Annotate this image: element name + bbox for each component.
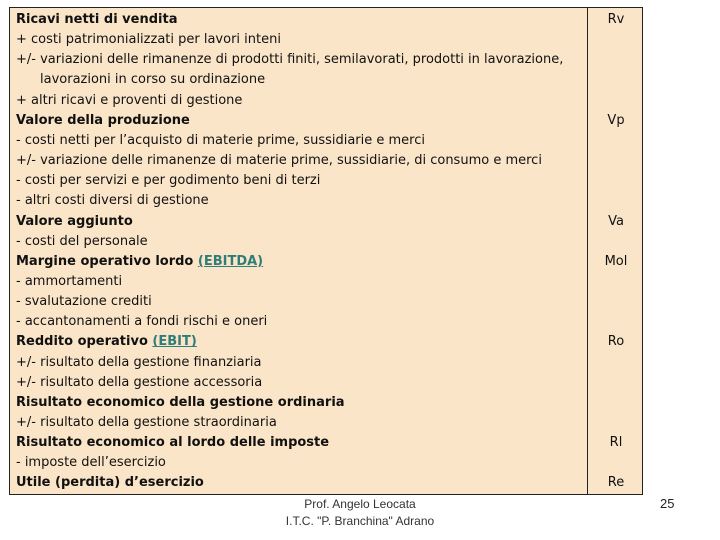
- statement-line-text: + altri ricavi e proventi di gestione: [16, 92, 243, 108]
- statement-line-text: Risultato economico al lordo delle imposte: [16, 435, 330, 451]
- abbreviation-label: Vp: [607, 112, 625, 128]
- abbreviation-label: Re: [607, 475, 625, 491]
- statement-line: [16, 415, 277, 431]
- statement-line-text: Ricavi netti di vendita: [16, 12, 178, 27]
- statement-line: [16, 32, 281, 48]
- statement-line: [16, 274, 122, 290]
- statement-line: [16, 153, 542, 169]
- statement-line-text: +/- variazioni delle rimanenze di prodotti finiti, semilavorati, prodotti in lavorazione,: [16, 52, 564, 68]
- statement-line: [16, 12, 177, 28]
- statement-line-text: +/- risultato della gestione finanziaria: [16, 354, 262, 370]
- statement-line: [16, 254, 263, 270]
- abbreviation-label: Ro: [607, 334, 625, 350]
- abbreviation-label: Va: [608, 213, 624, 229]
- statement-line: [16, 93, 242, 109]
- statement-line-text: +/- variazione delle rimanenze di materie prime, sussidiarie, di consumo e merci: [16, 153, 542, 169]
- statement-line: [16, 193, 209, 209]
- statement-line-text: - accantonamenti a fondi rischi e oneri: [16, 314, 268, 330]
- abbreviation-label: Rv: [607, 12, 625, 27]
- statement-line-text: Utile (perdita) d’esercizio: [16, 475, 204, 491]
- statement-line: [16, 133, 425, 149]
- statement-line: [16, 294, 152, 310]
- abbreviation-label: Mol: [604, 253, 628, 269]
- statement-line: [16, 435, 329, 451]
- page-number: 25: [660, 496, 675, 511]
- income-statement-box: [9, 7, 643, 495]
- statement-line: [40, 72, 265, 88]
- statement-line-text: Risultato economico della gestione ordinaria: [16, 394, 345, 410]
- statement-line: [16, 395, 345, 411]
- statement-line: [16, 214, 133, 230]
- statement-line: [16, 375, 262, 391]
- statement-line-text: +/- risultato della gestione accessoria: [16, 374, 263, 390]
- statement-line-text: - svalutazione crediti: [16, 294, 152, 310]
- statement-line-text: - altri costi diversi di gestione: [16, 193, 209, 209]
- abbreviation-label: Rl: [609, 435, 623, 451]
- statement-line: [16, 475, 204, 491]
- statement-line: [16, 52, 563, 68]
- statement-line-text: - imposte dell’esercizio: [16, 455, 166, 471]
- statement-line-text: + costi patrimonializzati per lavori inteni: [16, 32, 281, 48]
- statement-line-text: lavorazioni in corso su ordinazione: [40, 72, 266, 88]
- statement-line: [16, 455, 166, 471]
- statement-line-text: - costi per servizi e per godimento beni di terzi: [16, 173, 321, 189]
- statement-line-text: Valore aggiunto: [16, 213, 133, 229]
- statement-line: [16, 355, 262, 371]
- footer-author: Prof. Angelo Leocata: [304, 497, 416, 511]
- column-divider: [587, 8, 588, 494]
- statement-line-text: - costi netti per l’acquisto di materie prime, sussidiarie e merci: [16, 132, 425, 148]
- footer-school: I.T.C. "P. Branchina" Adrano: [285, 514, 435, 528]
- statement-line-text: Margine operativo lordo: [16, 253, 198, 269]
- statement-line-text: Reddito operativo: [16, 334, 153, 350]
- statement-line: [16, 113, 190, 129]
- acronym-link[interactable]: (EBIT): [152, 334, 197, 350]
- statement-line-text: - ammortamenti: [16, 273, 123, 289]
- statement-line: [16, 334, 197, 350]
- statement-line: [16, 234, 148, 250]
- statement-line: [16, 173, 320, 189]
- acronym-link[interactable]: (EBITDA): [197, 253, 264, 269]
- statement-line-text: - costi del personale: [16, 233, 148, 249]
- statement-line: [16, 314, 267, 330]
- statement-line-text: Valore della produzione: [16, 112, 190, 128]
- statement-line-text: +/- risultato della gestione straordinaria: [16, 415, 277, 430]
